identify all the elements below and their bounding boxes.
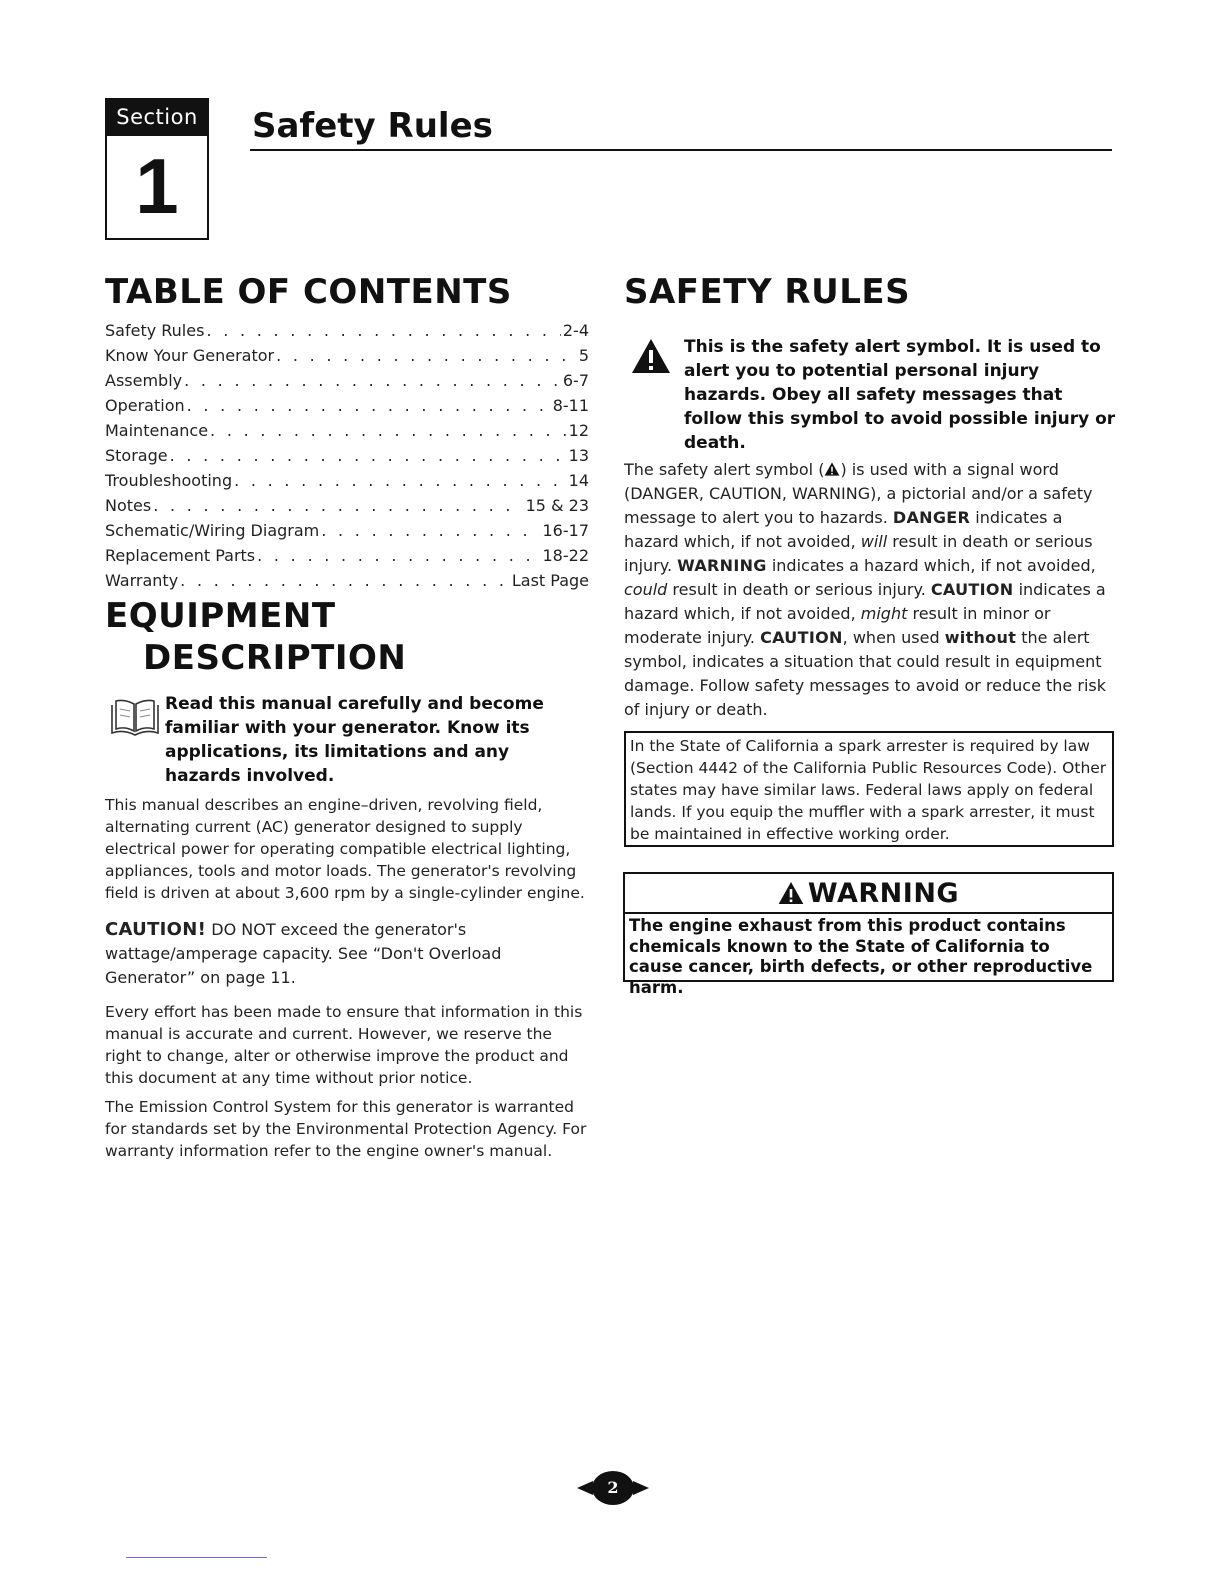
toc-entry-page: 13 bbox=[568, 446, 589, 465]
toc-leader-dots bbox=[170, 443, 567, 468]
toc-entry-label: Maintenance bbox=[105, 421, 209, 440]
toc-leader-dots bbox=[257, 543, 540, 568]
toc-leader-dots bbox=[234, 468, 567, 493]
caution-text: DO NOT exceed the generator's wattage/amperage capacity. See “Don't Overload Generator” on page 11. bbox=[105, 920, 502, 987]
section-number: 1 bbox=[135, 142, 179, 230]
toc-leader-dots bbox=[187, 393, 551, 418]
toc-entry bbox=[105, 568, 589, 593]
table-of-contents bbox=[105, 318, 589, 593]
toc-leader-dots bbox=[184, 368, 561, 393]
toc-leader-dots bbox=[210, 418, 567, 443]
toc-entry-page: 5 bbox=[578, 346, 589, 365]
footer-rule bbox=[126, 1557, 267, 1558]
toc-entry bbox=[105, 518, 589, 543]
warning-header bbox=[625, 874, 1112, 914]
toc-entry-label: Assembly bbox=[105, 371, 183, 390]
equipment-heading-line2: DESCRIPTION bbox=[143, 638, 407, 678]
danger-word: DANGER bbox=[892, 508, 971, 527]
warning-box bbox=[623, 872, 1114, 997]
equipment-description: This manual describes an engine–driven, revolving field, alternating current (AC) generator designed to supply electrical power for operating compatible electrical lighting, appliances, tools and motor loads. The generator's revolving field is driven at about 3,600 rpm by a single-cylinder engine. bbox=[105, 796, 585, 902]
equipment-heading-line1: EQUIPMENT bbox=[105, 596, 336, 636]
toc-entry-page: 18-22 bbox=[542, 546, 589, 565]
toc-entry-page: 12 bbox=[568, 421, 589, 440]
toc-entry-page: 6-7 bbox=[562, 371, 589, 390]
page-number: 2 bbox=[607, 1478, 619, 1497]
toc-entry-page: 2-4 bbox=[562, 321, 589, 340]
danger-text-2: result in death or serious injury. bbox=[624, 532, 1093, 575]
signal-words-paragraph bbox=[624, 458, 1114, 722]
toc-entry-label: Operation bbox=[105, 396, 185, 415]
safety-alert-icon bbox=[631, 338, 671, 374]
toc-leader-dots bbox=[276, 343, 577, 368]
toc-entry-label: Notes bbox=[105, 496, 152, 515]
toc-entry bbox=[105, 343, 589, 368]
caution-label: CAUTION! bbox=[105, 919, 207, 940]
toc-entry bbox=[105, 468, 589, 493]
toc-entry bbox=[105, 368, 589, 393]
toc-leader-dots bbox=[321, 518, 540, 543]
caution-word-2: CAUTION bbox=[760, 628, 843, 647]
page-number-marker bbox=[577, 1470, 649, 1506]
section-badge bbox=[105, 98, 209, 240]
toc-entry bbox=[105, 393, 589, 418]
intro-text-1: The safety alert symbol ( bbox=[624, 460, 825, 479]
toc-entry bbox=[105, 543, 589, 568]
accuracy-notice: Every effort has been made to ensure that information in this manual is accurate and current. However, we reserve the right to change, alter or otherwise improve the product and this document at any time without prior notice. bbox=[105, 1003, 583, 1087]
inline-alert-icon bbox=[824, 462, 840, 476]
toc-entry-page: 16-17 bbox=[542, 521, 589, 540]
toc-entry bbox=[105, 318, 589, 343]
california-spark-arrester-box bbox=[624, 731, 1114, 847]
caution-text-2: result in minor or moderate injury. bbox=[624, 604, 1051, 647]
toc-entry-label: Troubleshooting bbox=[105, 471, 233, 490]
warning-word: WARNING bbox=[677, 556, 767, 575]
toc-entry-label: Warranty bbox=[105, 571, 179, 590]
emission-notice: The Emission Control System for this generator is warranted for standards set by the Environmental Protection Agency. For warranty information refer to the engine owner's manual. bbox=[105, 1098, 587, 1160]
toc-leader-dots bbox=[206, 318, 560, 343]
toc-leader-dots bbox=[180, 568, 510, 593]
toc-entry bbox=[105, 418, 589, 443]
caution-emphasis: might bbox=[860, 604, 908, 623]
toc-entry-label: Storage bbox=[105, 446, 168, 465]
manual-book-icon bbox=[108, 695, 162, 739]
warning-title: WARNING bbox=[807, 877, 960, 909]
caution2-text: , when used bbox=[842, 628, 940, 647]
warning-text: The engine exhaust from this product contains chemicals known to the State of California to cause cancer, birth defects, or other reproductive harm. bbox=[629, 916, 1093, 997]
safety-alert-statement: This is the safety alert symbol. It is used to alert you to potential personal injury hazards. Obey all safety messages that follow this symbol to avoid possible injury or death. bbox=[684, 337, 1116, 453]
caution-paragraph bbox=[105, 918, 593, 990]
toc-leader-dots bbox=[153, 493, 523, 518]
intro-text-2: ) is used with a signal word (DANGER, CAUTION, WARNING), a pictorial and/or a safety message to alert you to hazards. bbox=[624, 460, 1093, 527]
california-note: In the State of California a spark arrester is required by law (Section 4442 of the California Public Resources Code). Other states may have similar laws. Federal laws apply on federal lands. If you equip the muffler with a spark arrester, it must be maintained in effective working order. bbox=[630, 737, 1107, 843]
caution-text-1: indicates a hazard which, if not avoided, bbox=[624, 580, 1106, 623]
toc-entry-label: Schematic/Wiring Diagram bbox=[105, 521, 320, 540]
toc-entry-label: Know Your Generator bbox=[105, 346, 275, 365]
toc-entry-page: Last Page bbox=[511, 571, 589, 590]
warning-emphasis: could bbox=[624, 580, 668, 599]
danger-text-1: indicates a hazard which, if not avoided, bbox=[624, 508, 1063, 551]
warning-text-1: indicates a hazard which, if not avoided, bbox=[771, 556, 1096, 575]
section-label: Section bbox=[107, 100, 207, 136]
caution-word: CAUTION bbox=[930, 580, 1014, 599]
toc-entry-page: 8-11 bbox=[552, 396, 589, 415]
toc-entry bbox=[105, 493, 589, 518]
toc-entry bbox=[105, 443, 589, 468]
toc-entry-page: 14 bbox=[568, 471, 589, 490]
safety-heading: SAFETY RULES bbox=[624, 272, 911, 312]
toc-heading: TABLE OF CONTENTS bbox=[105, 272, 512, 312]
read-manual-notice: Read this manual carefully and become familiar with your generator. Know its applications, its limitations and any hazards involved. bbox=[165, 694, 544, 786]
warning-text-2: result in death or serious injury. bbox=[672, 580, 926, 599]
warning-alert-icon bbox=[778, 881, 804, 905]
without-word: without bbox=[944, 628, 1017, 647]
header-divider bbox=[250, 149, 1112, 151]
toc-entry-page: 15 & 23 bbox=[525, 496, 589, 515]
toc-entry-label: Safety Rules bbox=[105, 321, 205, 340]
page-title: Safety Rules bbox=[252, 106, 493, 146]
danger-emphasis: will bbox=[860, 532, 888, 551]
closing-text: the alert symbol, indicates a situation that could result in equipment damage. Follow safety messages to avoid or reduce the risk of injury or death. bbox=[624, 628, 1106, 719]
toc-entry-label: Replacement Parts bbox=[105, 546, 256, 565]
